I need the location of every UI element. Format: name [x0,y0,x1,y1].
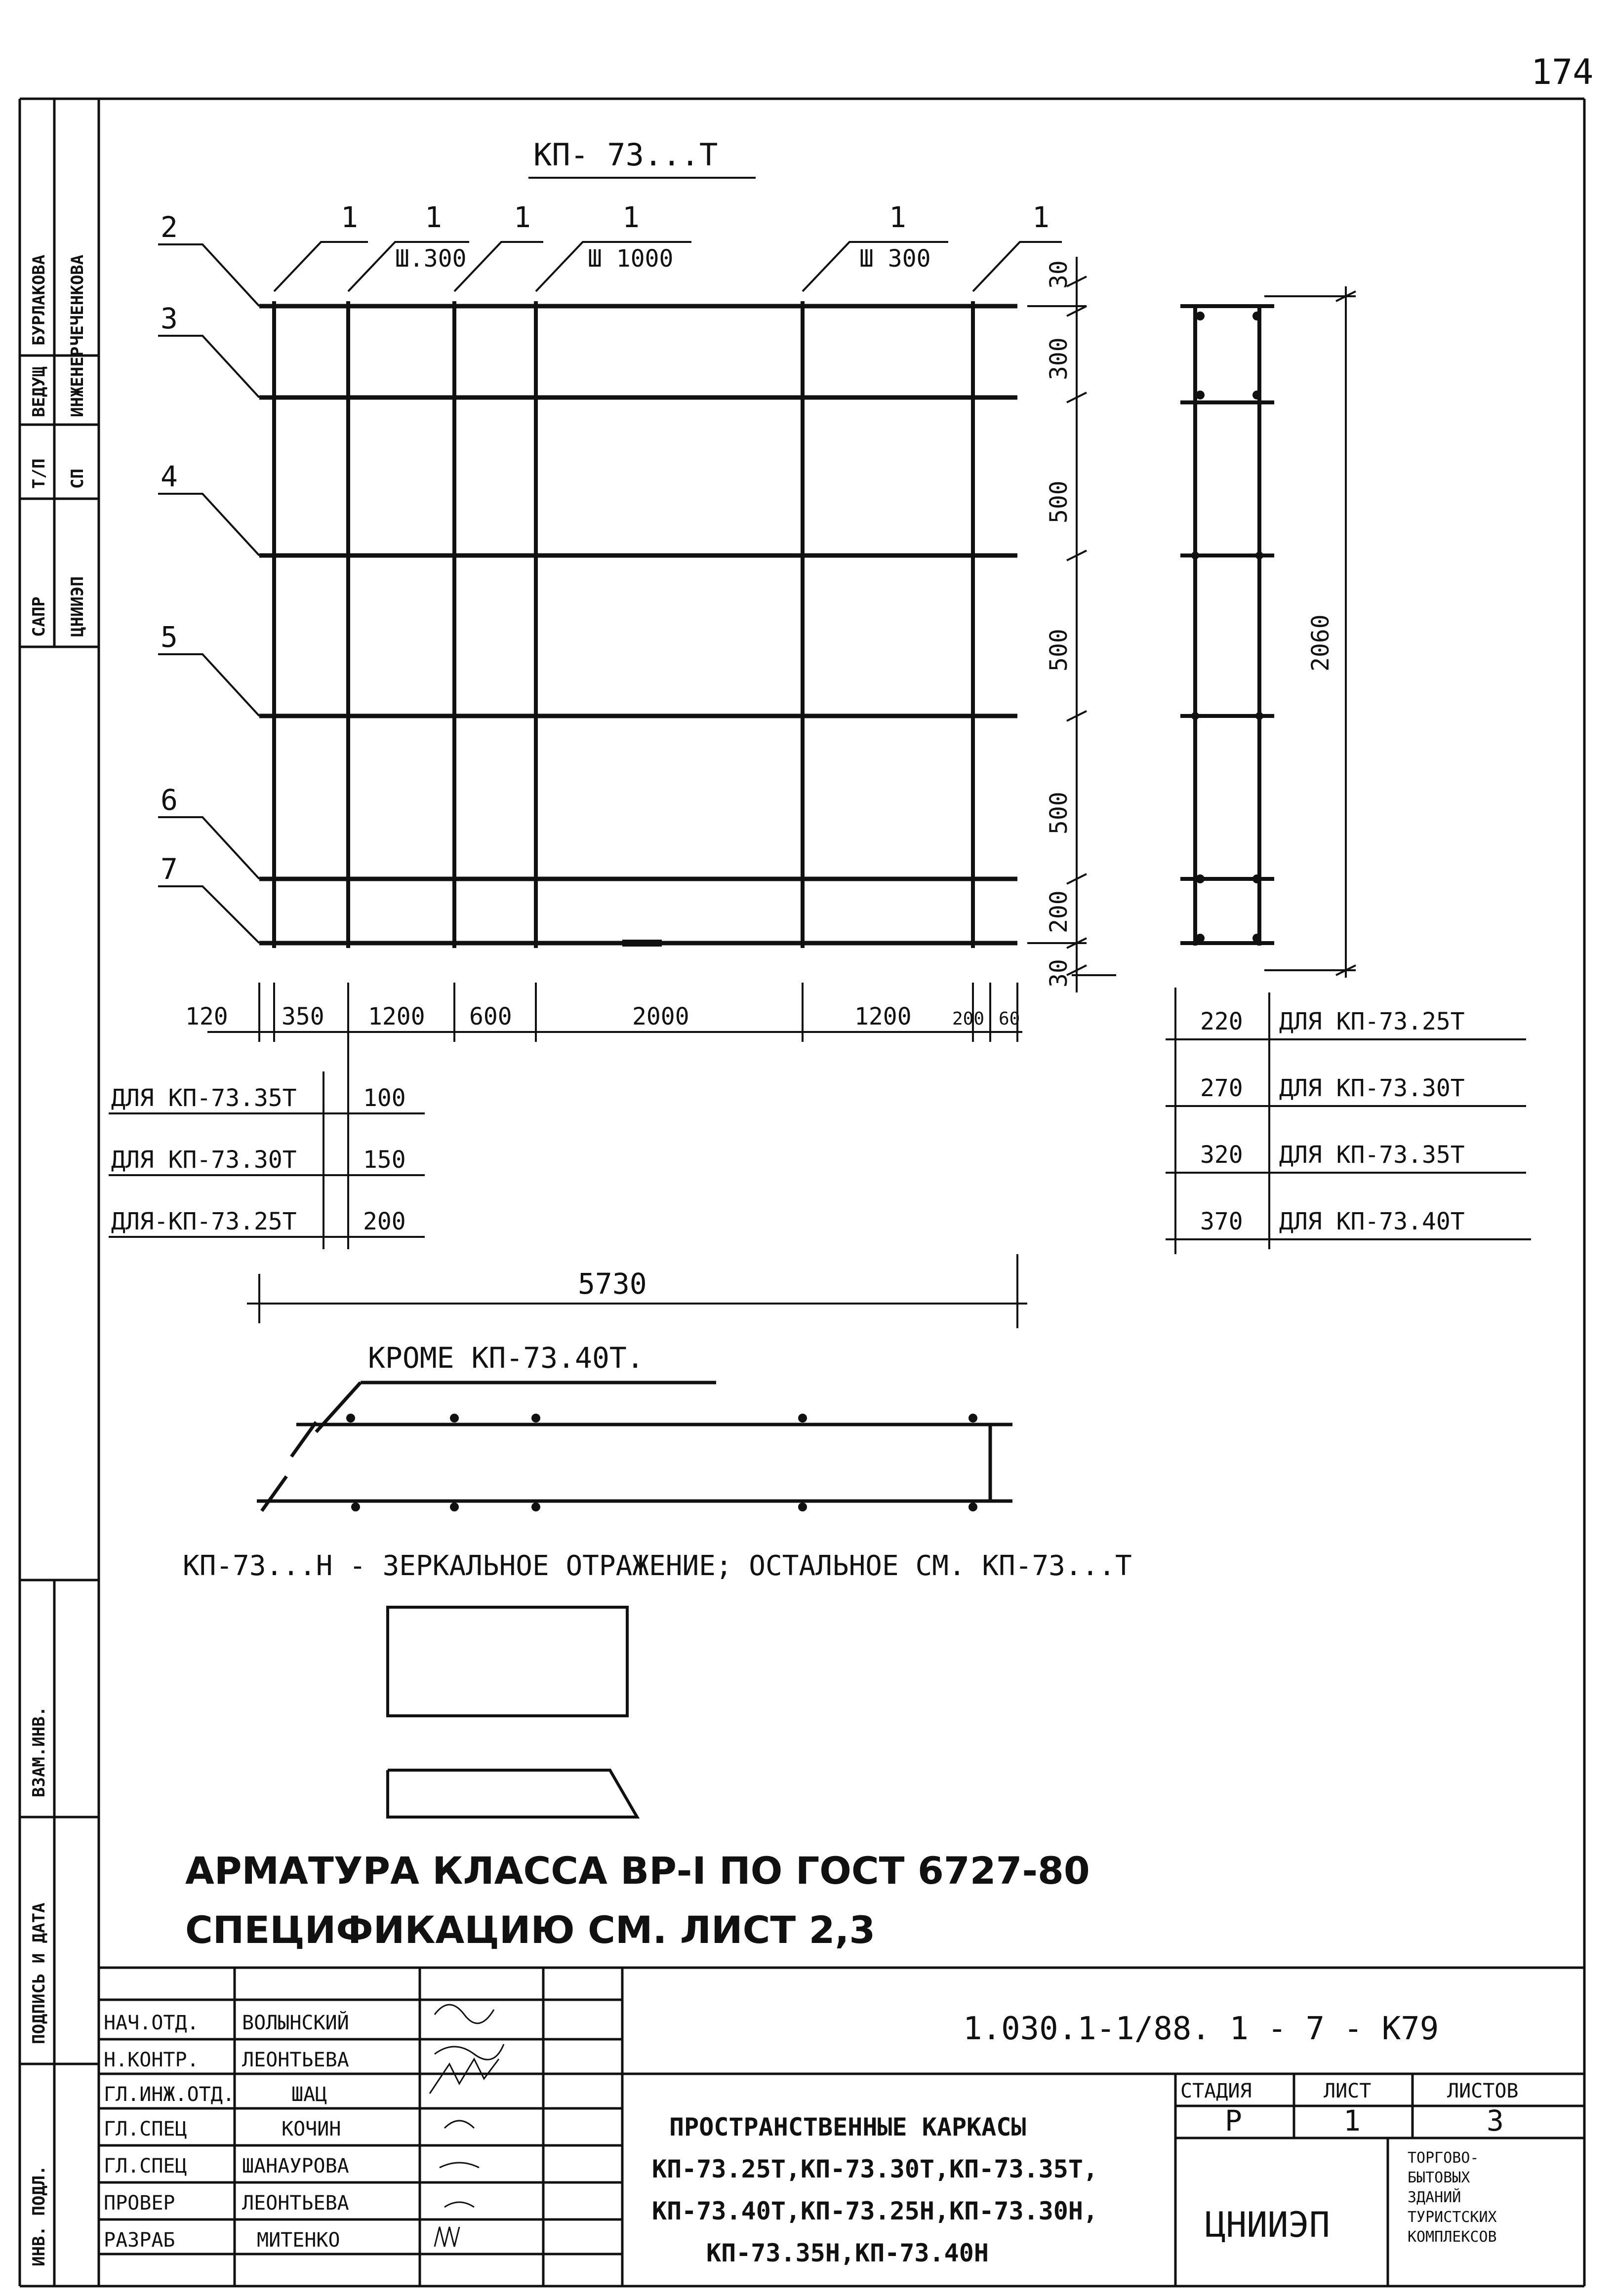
variant-right-value-2: 270 [1200,1074,1243,1102]
vdim-30-bottom: 30 [1045,959,1073,988]
name-4: КОЧИН [282,2118,341,2140]
top-sub-2: Ш 1000 [588,245,674,273]
variant-left-label-3: ДЛЯ-КП-73.25Т [111,1208,297,1235]
mirror-note: КП-73...Н - ЗЕРКАЛЬНОЕ ОТРАЖЕНИЕ; ОСТАЛЬНОЕ СМ. КП-73...Т [183,1550,1132,1582]
variant-right-label-3: ДЛЯ КП-73.35Т [1279,1141,1465,1169]
note-reinforcement: АРМАТУРА КЛАССА ВР-I ПО ГОСТ 6727-80 [185,1849,1090,1893]
side-stamp [29,255,87,2266]
hdim-350: 350 [282,1003,324,1030]
role-6: ПРОВЕР [104,2192,175,2215]
side-header-1: САПР [29,596,49,637]
hdim-60: 60 [999,1009,1020,1029]
sheet-label: ЛИСТ [1324,2080,1372,2102]
variant-left-value-3: 200 [363,1208,406,1235]
left-label-2: 2 [161,210,178,244]
total-length-value: 5730 [578,1267,647,1301]
variants-left-rows [111,1084,406,1235]
role-4: ГЛ.СПЕЦ [104,2118,187,2140]
drawing-title: КП- 73...Т [533,137,718,173]
name-2: ЛЕОНТЬЕВА [242,2049,349,2071]
hdim-600: 600 [469,1003,512,1030]
horizontal-dim-values [185,1003,1020,1030]
org-note-3: ЗДАНИЙ [1408,2189,1461,2206]
variant-left-label-2: ДЛЯ КП-73.30Т [111,1146,297,1174]
variant-right-label-1: ДЛЯ КП-73.25Т [1279,1008,1465,1035]
org-note-4: ТУРИСТСКИХ [1408,2209,1497,2226]
desc-line-2: КП-73.25Т,КП-73.30Т,КП-73.35Т, [652,2155,1098,2183]
vertical-dim-values [1045,260,1073,988]
side-header-2: Т/П [29,458,49,489]
top-label-1: 1 [341,200,358,234]
cross-section [1180,306,1274,946]
hdim-2000: 2000 [632,1003,689,1030]
side-value-2: СП [68,469,87,489]
name-3: ШАЦ [291,2083,327,2106]
name-1: ВОЛЫНСКИЙ [242,2012,349,2034]
left-label-3: 3 [161,302,178,335]
role-2: Н.КОНТР. [104,2049,199,2071]
side-header-4: БУРЛАКОВА [29,254,49,346]
side-header-3: ВЕДУЩ [29,366,49,417]
side-value-1: ЦНИИЭП [68,576,87,637]
sheet-value: 1 [1343,2104,1361,2138]
vdim-30-top: 30 [1045,260,1073,289]
hdim-1200-a: 1200 [368,1003,425,1030]
left-label-7: 7 [161,852,178,886]
org-note-1: ТОРГОВО- [1408,2149,1479,2167]
detail-figures [388,1607,637,1817]
note-specification: СПЕЦИФИКАЦИЮ СМ. ЛИСТ 2,3 [185,1908,876,1952]
variant-right-label-4: ДЛЯ КП-73.40Т [1279,1208,1465,1235]
role-7: РАЗРАБ [104,2229,175,2252]
left-label-5: 5 [161,620,178,654]
variant-left-label-1: ДЛЯ КП-73.35Т [111,1084,297,1112]
left-label-4: 4 [161,460,178,493]
cross-section-height: 2060 [1307,614,1334,672]
variants-right-rows [1200,1008,1465,1235]
desc-line-3: КП-73.40Т,КП-73.25Н,КП-73.30Н, [652,2197,1098,2225]
name-7: МИТЕНКО [257,2229,340,2252]
title-block-roles [104,2011,349,2252]
left-label-6: 6 [161,783,178,817]
sheets-label: ЛИСТОВ [1447,2080,1519,2102]
left-rod-labels [161,210,178,886]
name-6: ЛЕОНТЬЕВА [242,2192,349,2215]
variant-left-value-2: 150 [363,1146,406,1174]
top-label-2: 1 [425,200,442,234]
stage-label: СТАДИЯ [1180,2080,1252,2102]
org-note-5: КОМПЛЕКСОВ [1408,2228,1497,2246]
top-sub-1: Ш.300 [395,245,467,273]
side-lower-2: ПОДПИСЬ И ДАТА [29,1902,49,2044]
top-label-6: 1 [1032,200,1049,234]
stage-value: Р [1225,2104,1242,2138]
variant-left-value-1: 100 [363,1084,406,1112]
top-label-4: 1 [622,200,640,234]
variant-right-value-1: 220 [1200,1008,1243,1035]
org-name: ЦНИИЭП [1205,2205,1330,2245]
role-3: ГЛ.ИНЖ.ОТД. [104,2083,235,2106]
title-block-stage [1180,2080,1519,2246]
variant-right-value-3: 320 [1200,1141,1243,1169]
vdim-500-a: 500 [1045,480,1073,523]
signature-scribbles [430,2005,504,2247]
cross-section-dots [1191,312,1263,943]
plan-view-dots [346,1414,977,1511]
top-label-3: 1 [514,200,531,234]
side-lower-3: ИНВ. ПОДЛ. [29,2165,49,2266]
hdim-120: 120 [185,1003,228,1030]
vdim-500-b: 500 [1045,629,1073,672]
top-label-5: 1 [889,200,906,234]
top-sub-3: Ш 300 [859,245,931,273]
title-block-description [652,2113,1098,2267]
org-note-2: БЫТОВЫХ [1408,2169,1470,2186]
page-number: 174 [1531,52,1594,92]
vdim-300: 300 [1045,337,1073,380]
variant-right-value-4: 370 [1200,1208,1243,1235]
side-lower-1: ВЗАМ.ИНВ. [29,1706,49,1797]
top-rod-labels [341,200,1049,273]
hdim-200: 200 [952,1009,985,1029]
plan-view [257,1383,1012,1511]
role-1: НАЧ.ОТД. [104,2012,199,2034]
horizontal-rods [259,306,1017,943]
side-value-4: ЧЕЧЕНКОВА [68,254,87,346]
desc-line-4: КП-73.35Н,КП-73.40Н [706,2239,989,2267]
role-5: ГЛ.СПЕЦ [104,2155,187,2177]
doc-code: 1.030.1-1/88. 1 - 7 - К79 [963,2011,1439,2047]
vdim-500-c: 500 [1045,792,1073,834]
name-5: ШАНАУРОВА [242,2155,349,2177]
desc-line-1: ПРОСТРАНСТВЕННЫЕ КАРКАСЫ [669,2113,1026,2141]
left-leaders [158,244,259,943]
vdim-200: 200 [1045,890,1073,933]
except-note: КРОМЕ КП-73.40Т. [368,1341,644,1375]
sheets-value: 3 [1487,2104,1504,2138]
side-value-3: ИНЖЕНЕР [68,346,87,417]
hdim-1200-b: 1200 [854,1003,912,1030]
variant-right-label-2: ДЛЯ КП-73.30Т [1279,1074,1465,1102]
